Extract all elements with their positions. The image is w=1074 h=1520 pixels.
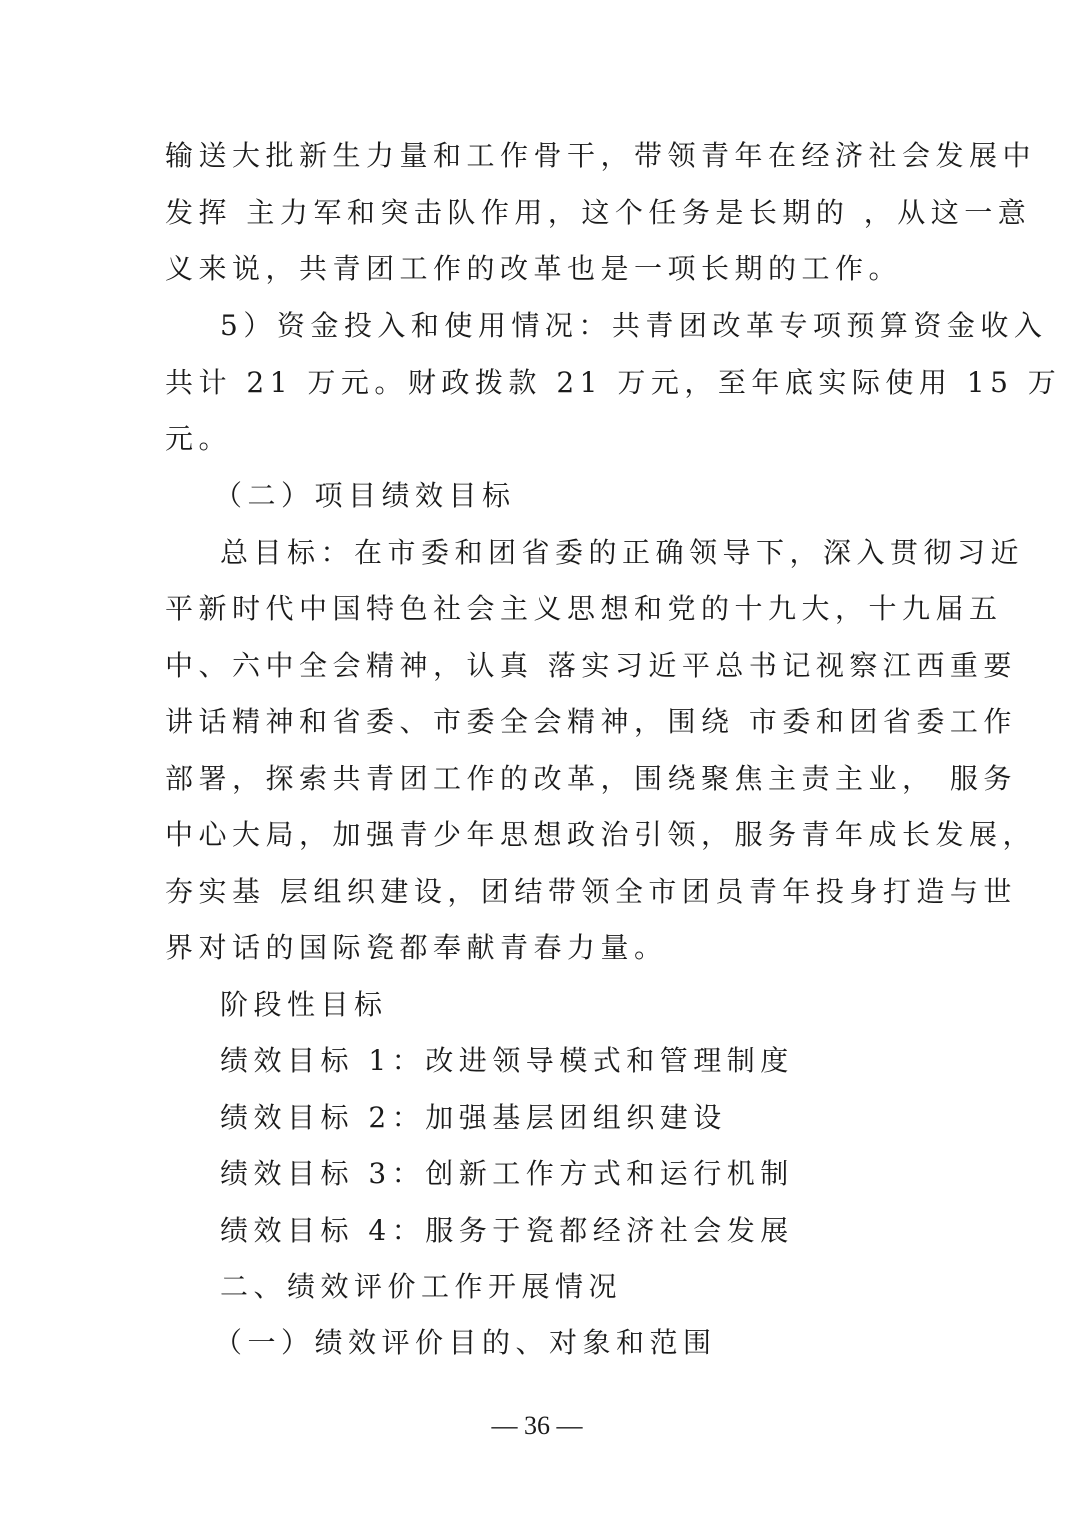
paragraph-1-line-2: 发挥 主力军和突击队作用，这个任务是长期的 ，从这一意 (165, 196, 1032, 229)
paragraph-1-line-3: 义来说，共青团工作的改革也是一项长期的工作。 (165, 252, 903, 285)
paragraph-3-line-2: 平新时代中国特色社会主义思想和党的十九大，十九届五 (165, 592, 1003, 625)
paragraph-3-line-4: 讲话精神和省委、市委全会精神，围绕 市委和团省委工作 (165, 705, 1017, 738)
goal-item-2: 绩效目标 2：加强基层团组织建设 (220, 1101, 727, 1134)
paragraph-2-line-3: 元。 (165, 422, 233, 455)
paragraph-1-line-1: 输送大批新生力量和工作骨干，带领青年在经济社会发展中 (165, 139, 1037, 172)
paragraph-3-line-8: 界对话的国际瓷都奉献青春力量。 (165, 931, 668, 964)
paragraph-3-line-6: 中心大局，加强青少年思想政治引领，服务青年成长发展， (165, 818, 1037, 851)
section-2-sub-heading: （一）绩效评价目的、对象和范围 (214, 1326, 717, 1359)
goal-item-3: 绩效目标 3：创新工作方式和运行机制 (220, 1157, 794, 1190)
paragraph-2-line-2: 共计 21 万元。财政拨款 21 万元，至年底实际使用 15 万 (165, 366, 1062, 399)
section-2-heading: 二、绩效评价工作开展情况 (220, 1270, 623, 1303)
paragraph-3-line-3: 中、六中全会精神，认真 落实习近平总书记视察江西重要 (165, 649, 1017, 682)
stage-goals-title: 阶段性目标 (220, 988, 388, 1021)
paragraph-3-line-1: 总目标：在市委和团省委的正确领导下，深入贯彻习近 (220, 536, 1025, 569)
goal-item-4: 绩效目标 4：服务于瓷都经济社会发展 (220, 1214, 794, 1247)
heading-project-goals: （二）项目绩效目标 (214, 479, 516, 512)
paragraph-3-line-7: 夯实基 层组织建设，团结带领全市团员青年投身打造与世 (165, 875, 1017, 908)
paragraph-2-line-1: 5）资金投入和使用情况：共青团改革专项预算资金收入 (220, 309, 1048, 342)
paragraph-3-line-5: 部署，探索共青团工作的改革，围绕聚焦主责主业， 服务 (165, 762, 1017, 795)
goal-item-1: 绩效目标 1：改进领导模式和管理制度 (220, 1044, 794, 1077)
page-number: — 36 — (491, 1411, 583, 1440)
